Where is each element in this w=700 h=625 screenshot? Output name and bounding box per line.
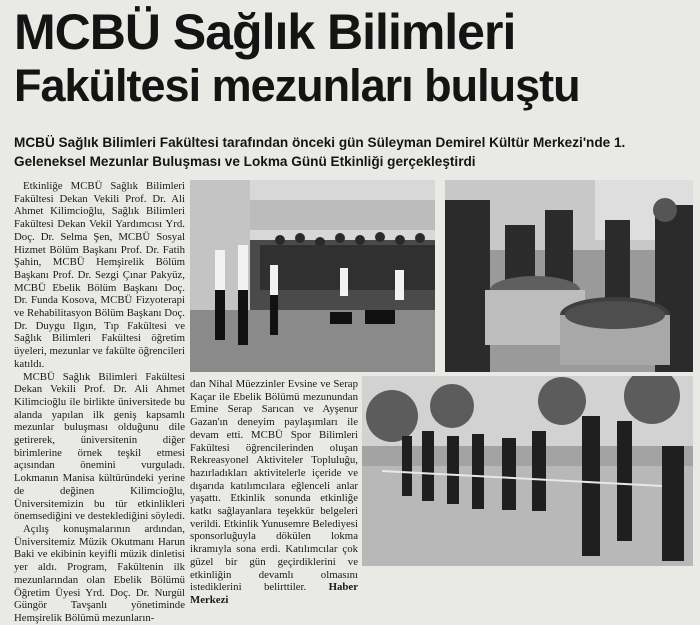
- body-paragraph-text: dan Nihal Müezzinler Evsine ve Serap Kaçar ile Ebelik Bölümü mezunundan Emine Serap Sarıcan ve Ayşenur Gazan'ın deneyim paylaşımları ile devam etti. MCBÜ Spor Bilimleri Fakültesi öğrencilerinden oluşan Rekreasyonel Aktiviteler Topluluğu, hazırladıkları aktivitelerle içeride ve dışarıda katılımcılara eğlenceli anlar yaşattı. Etkinlik sonunda etkinliğe katkı sağlayanlara teşekkür belgeleri verildi. Etkinlik Yunusemre Belediyesi sponsorluğuyla dökülen lokma ikramıyla sona erdi. Katılımcılar çok güzel bir gün geçirdiklerini ve etkinliğin devamlı olmasını istediklerini belirttiler.: [190, 378, 358, 594]
- headline-line-1: MCBÜ Sağlık Bilimleri: [14, 4, 516, 60]
- byline: Haber Merkezi: [190, 581, 358, 606]
- article-column-2: [190, 378, 358, 607]
- body-paragraph: Etkinliğe MCBÜ Sağlık Bilimleri Fakültesi Dekan Vekili Prof. Dr. Ali Ahmet Kilimcioğlu, Sağlık Bilimleri Fakültesi Dekan Vekil Yardımcısı Yrd. Doç. Dr. Selma Şen, MCBÜ Sosyal Hizmet Bölüm Başkanı Prof. Dr. Fatih Şahin, MCBÜ Hemşirelik Bölüm Başkanı Prof. Dr. Sezgi Çınar Pakyüz, MCBÜ Ebelik Bölüm Başkanı Doç. Dr. Funda Kosova, MCBÜ Fizyoterapi ve Rehabilitasyon Bölüm Başkanı Doç. Dr. Duygu Ilgın, Tıp Fakültesi ve Sağlık Bilimleri Fakültesi öğretim üyeleri, mezunlar ve fakülte öğrencileri katıldı.: [14, 180, 185, 370]
- headline: [14, 4, 694, 112]
- body-paragraph: Açılış konuşmalarının ardından, Üniversitemiz Müzik Okutmanı Harun Baki ve ekibinin keyifli müzik dinletisi yer aldı. Program, Fakültenin ilk mezunlarından olan Ebelik Bölümü Öğretim Üyesi Yrd. Doç. Dr. Nurgül Güngör Tavşanlı yönetiminde Hemşirelik Bölümü mezunların-: [14, 522, 185, 624]
- article-column-1: [14, 180, 185, 625]
- photo-tug-of-war: [362, 376, 693, 566]
- photo-lokma-cooking: [445, 180, 693, 372]
- headline-line-2: Fakültesi mezunları buluştu: [14, 60, 580, 111]
- photo-auditorium: [190, 180, 435, 372]
- body-paragraph: [190, 378, 358, 607]
- body-paragraph: MCBÜ Sağlık Bilimleri Fakültesi Dekan Vekili Prof. Dr. Ali Ahmet Kilimcioğlu ile birlikte üniversitede bu alanda yapılan ilk geniş kapsamlı mezunlar buluşması olduğunu dile getirerek, üniversitenin diğer birimlerine örnek teşkil etmesi açısından önemini vurguladı. Lokmanın Manisa kültüründeki yerine de değinen Kilimcioğlu, Üniversitemizin bu tür etkinlikleri önemsediğini ve desteklediğini söyledi.: [14, 370, 185, 523]
- article-lede: MCBÜ Sağlık Bilimleri Fakültesi tarafından önceki gün Süleyman Demirel Kültür Merkezi'nde 1. Geleneksel Mezunlar Buluşması ve Lokma Günü Etkinliği gerçekleştirdi: [14, 135, 626, 169]
